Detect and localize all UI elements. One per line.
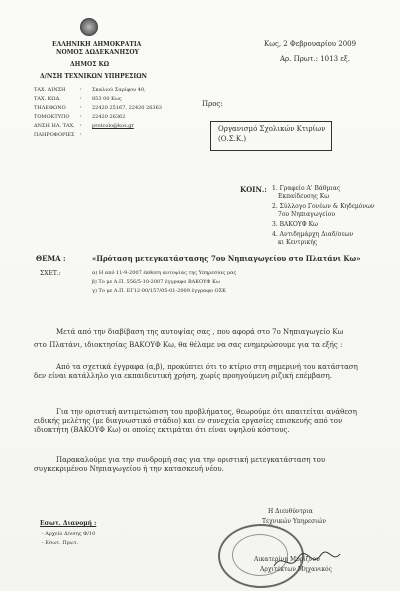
koin-item: 3. ΒΑΚΟΥΦ Κω <box>272 221 318 228</box>
signature-dept: Τεχνικών Υπηρεσιών <box>262 518 327 525</box>
fax-value: 22420 26362 <box>92 114 126 120</box>
signature-role: Αρχιτέκτων Μηχανικός <box>260 566 332 573</box>
address-label: ΤΑΧ. ΔΙΝΣΗ <box>34 87 66 93</box>
recipient-line1: Οργανισμό Σχολικών Κτιρίων <box>218 125 326 133</box>
email-label: ΔΝΣΗ ΗΛ. ΤΑΧ. <box>34 123 75 129</box>
document-page: ΕΛΛΗΝΙΚΗ ΔΗΜΟΚΡΑΤΙΑ ΝΟΜΟΣ ΔΩΔΕΚΑΝΗΣΟΥ ΔΗΜΟΣ ΚΩ Δ/ΝΣΗ ΤΕΧΝΙΚΩΝ ΥΠΗΡΕΣΙΩΝ ΤΑΧ. ΔΙΝΣΗ ΤΑΧ. ΚΩΔ. ΤΗΛΕΦΩΝΟ ΤΟΜΟΚΤΥΠΟ ΔΝΣΗ ΗΛ. ΤΑΧ. ΠΛΗΡΟΦΟΡΙΕΣ : : : : : : Σκαλιού Σαρίφου 40, 853 00 Κως 22420 25167, 22420 26363 22420 26362 protcolo@kos.gr Κως, 2 Φεβρουαρίου 2009 Αρ. Πρωτ.: 1013 εξ. Προς: Οργανισμό Σχολικών Κτιρίων (Ο.Σ.Κ.) ΚΟΙΝ.: 1. Γραφείο Α' Βάθμιας Εκπαίδευσης Κω 2. Σύλλογο Γονέων & Κηδεμόνων 7ου Νηπιαγωγείου 3. ΒΑΚΟΥΦ Κω 4. Αντιδημάρχη Διαδ/σεων κι Κεντρικής ΘΕΜΑ : «Πρόταση μετεγκατάστασης 7ου Νηπιαγωγείου στο Πλατάνι Κω» ΣΧΕΤ.: α) Η από 11-9-2007 έκθεση αυτοψίας της Υπηρεσίας μας β) Το με Α.Π. 556/5-10-2007 έγγραφο ΒΑΚΟΥΦ Κω γ) Το με Α.Π. ΕΓ12-00/157/05-01-2009 έγγραφο ΟΣΚ Μετά από την διαβίβαση της αυτοψίας σας , που αφορά στο 7ο Νηπιαγωγείο Κω στο Πλατάνι, ιδιοκτησίας ΒΑΚΟΥΦ Κω, θα θέλαμε να σας ενημερώσουμε για τα εξής : Από τα σχετικά έγγραφα (α,β), προκύπτει ότι το κτίριο στη σημερινή του κατάσταση δεν είναι κατάλληλο για εκπαιδευτική χρήση, χωρίς προηγούμενη ριζική επέμβαση. Για την οριστική αντιμετώπιση του προβλήματος, θεωρούμε ότι απαιτείται ανάθεση ειδικής μελέτης (με διαγνωστικό στάδιο) και εν συνεχεία εργασίες επισκευής από τον ιδιοκτήτη (ΒΑΚΟΥΦ Κω) οι οποίες εκτιμάται ότι είναι υψηλού κόστους. Παρακαλούμε για την συνδρομή σας για την οριστική μετεγκατάσταση του συγκεκριμένου Νηπιαγωγείου ή την κατασκευή νέου. Η Διευθύντρια Τεχνικών Υπηρεσιών Αικατερίνη Μυρίζνου Αρχιτέκτων Μηχανικός Εσωτ. Διανομή : - Αρχείο Δ/νσης Φ/10 - Εσωτ. Πρωτ. <box>0 0 400 591</box>
paragraph-2: Από τα σχετικά έγγραφα (α,β), προκύπτει ότι το κτίριο στη σημερινή του κατάσταση δεν είναι κατάλληλο για εκπαιδευτική χρήση, χωρίς προηγούμενη ριζική επέμβαση. <box>34 363 358 380</box>
header-prefecture: ΝΟΜΟΣ ΔΩΔΕΚΑΝΗΣΟΥ <box>56 49 139 56</box>
koin-item: 4. Αντιδημάρχη Διαδ/σεων <box>272 231 354 238</box>
protocol-number: Αρ. Πρωτ.: 1013 εξ. <box>280 55 350 63</box>
phone-value: 22420 25167, 22420 26363 <box>92 105 162 111</box>
address-value: Σκαλιού Σαρίφου 40, <box>92 87 146 93</box>
signature-name: Αικατερίνη Μυρίζνου <box>254 556 320 563</box>
koin-label: ΚΟΙΝ.: <box>240 185 267 194</box>
internal-label: Εσωτ. Διανομή : <box>40 520 97 527</box>
greek-emblem-icon <box>80 18 98 36</box>
fax-label: ΤΟΜΟΚΤΥΠΟ <box>34 114 70 120</box>
koin-item: 7ου Νηπιαγωγείου <box>278 211 335 218</box>
email-value: protcolo@kos.gr <box>92 123 134 129</box>
recipient-label: Προς: <box>202 100 223 108</box>
related-label: ΣΧΕΤ.: <box>40 270 61 277</box>
paragraph-1-line-1: Μετά από την διαβίβαση της αυτοψίας σας , που αφορά στο 7ο Νηπιαγωγείο Κω <box>56 328 344 336</box>
signature-title: Η Διευθύντρια <box>268 508 313 515</box>
paragraph-3: Για την οριστική αντιμετώπιση του προβλήματος, θεωρούμε ότι απαιτείται ανάθεση ειδικής μελέτης (με διαγνωστικό στάδιο) και εν συνεχεία εργασίες επισκευής από τον ιδιοκτήτη (ΒΑΚΟΥΦ Κω) οι οποίες εκτιμάται ότι είναι υψηλού κόστους. <box>34 408 357 434</box>
header-department: Δ/ΝΣΗ ΤΕΧΝΙΚΩΝ ΥΠΗΡΕΣΙΩΝ <box>40 73 148 80</box>
header-country: ΕΛΛΗΝΙΚΗ ΔΗΜΟΚΡΑΤΙΑ <box>52 41 142 48</box>
paragraph-1-line-2: στο Πλατάνι, ιδιοκτησίας ΒΑΚΟΥΦ Κω, θα θέλαμε να σας ενημερώσουμε για τα εξής : <box>34 341 343 349</box>
recipient-line2: (Ο.Σ.Κ.) <box>218 135 247 143</box>
header-municipality: ΔΗΜΟΣ ΚΩ <box>70 61 110 68</box>
internal-item: - Εσωτ. Πρωτ. <box>42 540 79 546</box>
koin-item: 2. Σύλλογο Γονέων & Κηδεμόνων <box>272 203 375 210</box>
place-date: Κως, 2 Φεβρουαρίου 2009 <box>264 40 357 48</box>
phone-label: ΤΗΛΕΦΩΝΟ <box>34 105 66 111</box>
subject-label: ΘΕΜΑ : <box>36 254 66 263</box>
tk-value: 853 00 Κως <box>92 96 122 102</box>
tk-label: ΤΑΧ. ΚΩΔ. <box>34 96 61 102</box>
info-label: ΠΛΗΡΟΦΟΡΙΕΣ <box>34 132 75 138</box>
related-item: β) Το με Α.Π. 556/5-10-2007 έγγραφο ΒΑΚΟΥΦ Κω <box>92 279 220 285</box>
koin-item: κι Κεντρικής <box>278 239 318 246</box>
koin-item: Εκπαίδευσης Κω <box>278 193 330 200</box>
related-item: α) Η από 11-9-2007 έκθεση αυτοψίας της Υπηρεσίας μας <box>92 270 237 276</box>
koin-item: 1. Γραφείο Α' Βάθμιας <box>272 185 341 192</box>
internal-item: - Αρχείο Δ/νσης Φ/10 <box>42 531 96 537</box>
related-item: γ) Το με Α.Π. ΕΓ12-00/157/05-01-2009 έγγραφο ΟΣΚ <box>92 288 226 294</box>
paragraph-4: Παρακαλούμε για την συνδρομή σας για την οριστική μετεγκατάσταση του συγκεκριμένου Νηπιαγωγείου ή την κατασκευή νέου. <box>34 456 326 473</box>
subject-text: «Πρόταση μετεγκατάστασης 7ου Νηπιαγωγείου στο Πλατάνι Κω» <box>92 254 361 263</box>
